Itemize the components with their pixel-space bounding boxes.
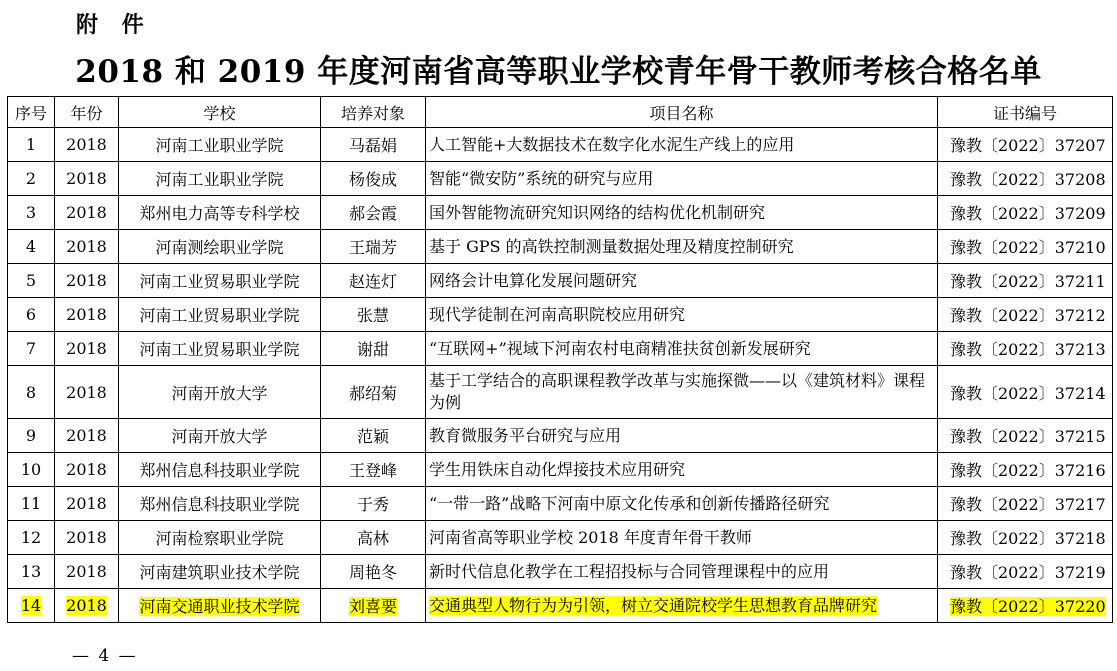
cell-school: 河南工业贸易职业学院 [119, 332, 321, 366]
cell-school: 郑州电力高等专科学校 [119, 196, 321, 230]
table-row [8, 332, 1113, 366]
document-title: 2018 和 2019 年度河南省高等职业学校青年骨干教师考核合格名单 [75, 54, 1042, 90]
cell-project: 基于工学结合的高职课程教学改革与实施探微——以《建筑材料》课程为例 [426, 366, 938, 419]
table-row [8, 298, 1113, 332]
cell-project [426, 589, 938, 623]
highlight: 14 [20, 596, 42, 615]
cell-no: 2 [8, 162, 55, 196]
cell-person: 于秀 [321, 487, 426, 521]
column-header-cert: 证书编号 [938, 97, 1113, 128]
highlight: 2018 [66, 596, 107, 615]
table-header-row [8, 97, 1113, 128]
cell-project: 网络会计电算化发展问题研究 [426, 264, 938, 298]
table-row [8, 366, 1113, 419]
cell-cert: 豫教〔2022〕37208 [938, 162, 1113, 196]
results-table [7, 96, 1113, 623]
cell-year: 2018 [55, 196, 119, 230]
cell-school: 河南工业职业学院 [119, 162, 321, 196]
cell-project: 学生用铁床自动化焊接技术应用研究 [426, 453, 938, 487]
table-row [8, 128, 1113, 162]
highlight: 交通典型人物行为为引领，树立交通院校学生思想教育品牌研究 [429, 595, 878, 615]
cell-person: 谢甜 [321, 332, 426, 366]
cell-cert: 豫教〔2022〕37215 [938, 419, 1113, 453]
column-header-no: 序号 [8, 97, 55, 128]
cell-school: 郑州信息科技职业学院 [119, 487, 321, 521]
cell-year: 2018 [55, 264, 119, 298]
cell-no: 3 [8, 196, 55, 230]
column-header-school: 学校 [119, 97, 321, 128]
cell-no: 13 [8, 555, 55, 589]
table-row [8, 453, 1113, 487]
cell-school: 河南建筑职业技术学院 [119, 555, 321, 589]
cell-person: 马磊娟 [321, 128, 426, 162]
cell-cert: 豫教〔2022〕37214 [938, 366, 1113, 419]
cell-person: 张慧 [321, 298, 426, 332]
cell-school: 河南开放大学 [119, 419, 321, 453]
cell-no: 7 [8, 332, 55, 366]
cell-year: 2018 [55, 555, 119, 589]
cell-person: 王登峰 [321, 453, 426, 487]
cell-cert: 豫教〔2022〕37217 [938, 487, 1113, 521]
cell-person: 高林 [321, 521, 426, 555]
cell-year: 2018 [55, 453, 119, 487]
cell-year: 2018 [55, 298, 119, 332]
cell-project: 教育微服务平台研究与应用 [426, 419, 938, 453]
cell-person: 周艳冬 [321, 555, 426, 589]
cell-project: 新时代信息化教学在工程招投标与合同管理课程中的应用 [426, 555, 938, 589]
cell-cert [938, 589, 1113, 623]
cell-year: 2018 [55, 521, 119, 555]
highlight: 豫教〔2022〕37220 [950, 597, 1106, 616]
cell-cert: 豫教〔2022〕37211 [938, 264, 1113, 298]
cell-no: 5 [8, 264, 55, 298]
cell-school: 河南工业贸易职业学院 [119, 298, 321, 332]
cell-no: 4 [8, 230, 55, 264]
cell-no: 8 [8, 366, 55, 419]
cell-no: 6 [8, 298, 55, 332]
column-header-year: 年份 [55, 97, 119, 128]
page-number: — 4 — [72, 646, 138, 666]
table-row [8, 521, 1113, 555]
cell-project: 河南省高等职业学校 2018 年度青年骨干教师 [426, 521, 938, 555]
table-row [8, 487, 1113, 521]
cell-no: 10 [8, 453, 55, 487]
cell-cert: 豫教〔2022〕37207 [938, 128, 1113, 162]
cell-project: 现代学徒制在河南高职院校应用研究 [426, 298, 938, 332]
cell-school: 河南开放大学 [119, 366, 321, 419]
cell-year: 2018 [55, 128, 119, 162]
cell-project: 基于 GPS 的高铁控制测量数据处理及精度控制研究 [426, 230, 938, 264]
cell-no: 11 [8, 487, 55, 521]
cell-no: 1 [8, 128, 55, 162]
cell-school: 郑州信息科技职业学院 [119, 453, 321, 487]
cell-project: 人工智能+大数据技术在数字化水泥生产线上的应用 [426, 128, 938, 162]
cell-person: 郝绍菊 [321, 366, 426, 419]
cell-person: 杨俊成 [321, 162, 426, 196]
attachment-label: 附 件 [76, 13, 152, 38]
cell-school: 河南工业贸易职业学院 [119, 264, 321, 298]
cell-cert: 豫教〔2022〕37212 [938, 298, 1113, 332]
cell-no: 12 [8, 521, 55, 555]
cell-person: 郝会霞 [321, 196, 426, 230]
cell-year: 2018 [55, 332, 119, 366]
cell-no [8, 589, 55, 623]
cell-cert: 豫教〔2022〕37209 [938, 196, 1113, 230]
cell-school: 河南测绘职业学院 [119, 230, 321, 264]
cell-year [55, 589, 119, 623]
cell-school: 河南工业职业学院 [119, 128, 321, 162]
cell-project: 国外智能物流研究知识网络的结构优化机制研究 [426, 196, 938, 230]
cell-school [119, 589, 321, 623]
cell-cert: 豫教〔2022〕37213 [938, 332, 1113, 366]
cell-person: 赵连灯 [321, 264, 426, 298]
cell-project: “互联网+”视域下河南农村电商精准扶贫创新发展研究 [426, 332, 938, 366]
cell-person: 范颖 [321, 419, 426, 453]
table-row [8, 230, 1113, 264]
table-row [8, 264, 1113, 298]
cell-no: 9 [8, 419, 55, 453]
cell-project: “一带一路”战略下河南中原文化传承和创新传播路径研究 [426, 487, 938, 521]
cell-cert: 豫教〔2022〕37218 [938, 521, 1113, 555]
column-header-person: 培养对象 [321, 97, 426, 128]
cell-year: 2018 [55, 230, 119, 264]
table-row [8, 196, 1113, 230]
column-header-project: 项目名称 [426, 97, 938, 128]
cell-project: 智能“微安防”系统的研究与应用 [426, 162, 938, 196]
cell-year: 2018 [55, 162, 119, 196]
cell-cert: 豫教〔2022〕37216 [938, 453, 1113, 487]
highlight: 河南交通职业技术学院 [139, 597, 300, 616]
table-row [8, 419, 1113, 453]
cell-school: 河南检察职业学院 [119, 521, 321, 555]
table-row [8, 555, 1113, 589]
cell-cert: 豫教〔2022〕37219 [938, 555, 1113, 589]
cell-year: 2018 [55, 419, 119, 453]
cell-person [321, 589, 426, 623]
cell-year: 2018 [55, 366, 119, 419]
cell-person: 王瑞芳 [321, 230, 426, 264]
table-row-highlighted [8, 589, 1113, 623]
cell-year: 2018 [55, 487, 119, 521]
table-row [8, 162, 1113, 196]
highlight: 刘喜要 [348, 597, 397, 616]
cell-cert: 豫教〔2022〕37210 [938, 230, 1113, 264]
